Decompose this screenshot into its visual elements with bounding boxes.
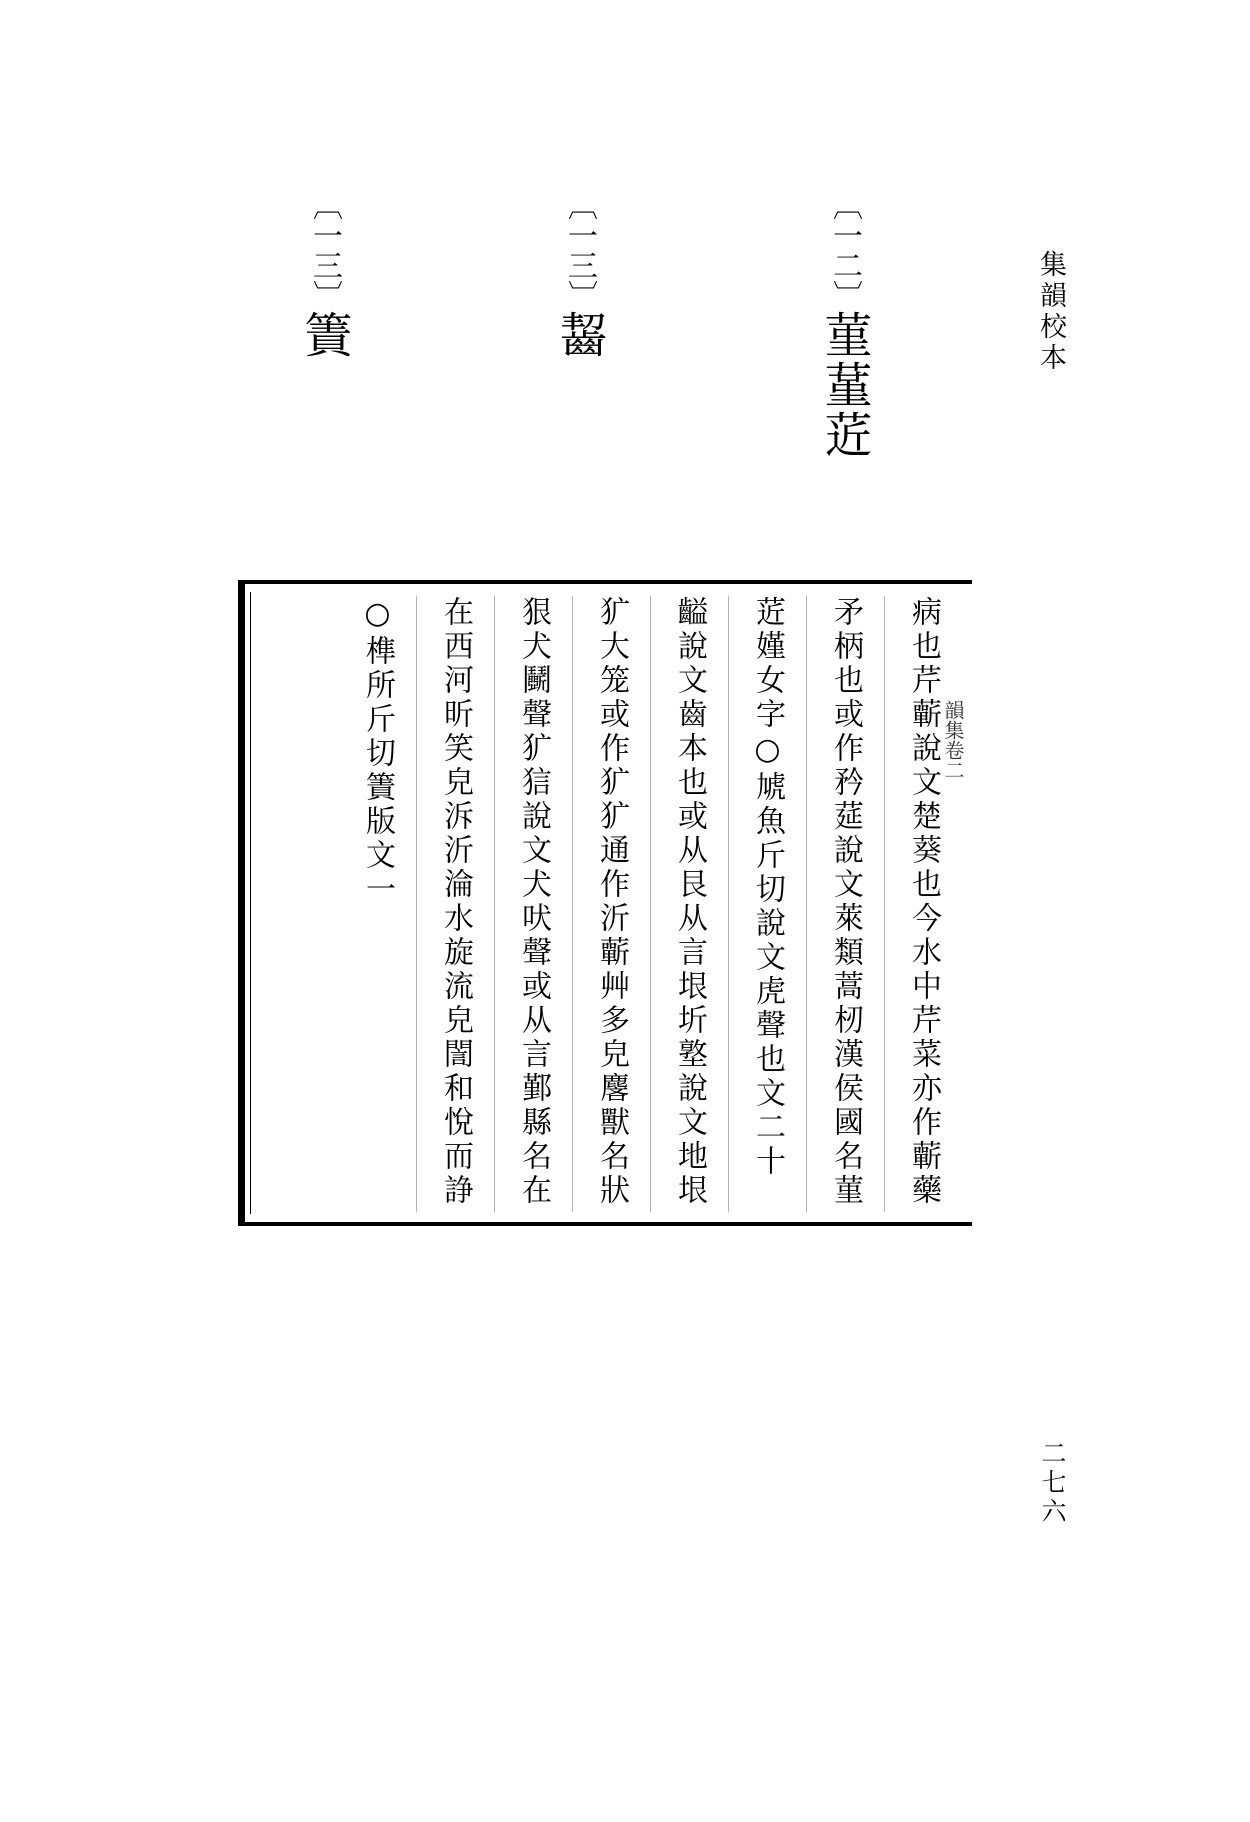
note-mark: 〔一三〕 [307, 190, 342, 310]
text-column: 狠犬鬭聲犷狺說文犬吠聲或从言鄞縣名在 [494, 596, 572, 1212]
page-number: 二七六 [1038, 1440, 1067, 1527]
note-text: 簀 [296, 310, 352, 360]
note-mark: 〔一三〕 [562, 190, 597, 310]
text-column: 病也芹蘄說文楚葵也今水中芹菜亦作蘄藥 [884, 596, 962, 1212]
collation-note [816, 190, 872, 460]
text-column: 犷大笼或作犷犷通作沂蘄艸多皃麐獸名狀 [572, 596, 650, 1212]
note-text: 菫蓳菦 [816, 310, 872, 460]
frame-inner-rule [250, 592, 251, 1214]
text-column: 在西河昕笑皃泝沂淪水旋流皃誾和悅而諍 [416, 596, 494, 1212]
running-head: 集韻校本 [1035, 250, 1066, 374]
text-column: 菦嫤女字○虓魚斤切說文虎聲也文二十 [728, 596, 806, 1212]
margin-stub: 韻集卷二 [941, 700, 965, 780]
collation-note [551, 190, 607, 360]
note-mark: 〔一二〕 [827, 190, 862, 310]
text-column: 矛柄也或作矜莚說文萊類蒿杒漢侯國名菫 [806, 596, 884, 1212]
note-text: 齧 [551, 310, 607, 360]
collation-note [296, 190, 352, 360]
text-column: ○榫所斤切簀版文一 [360, 596, 395, 907]
text-columns [262, 596, 962, 1212]
text-column: 齸說文齒本也或从艮从言垠圻墪說文地垠 [650, 596, 728, 1212]
